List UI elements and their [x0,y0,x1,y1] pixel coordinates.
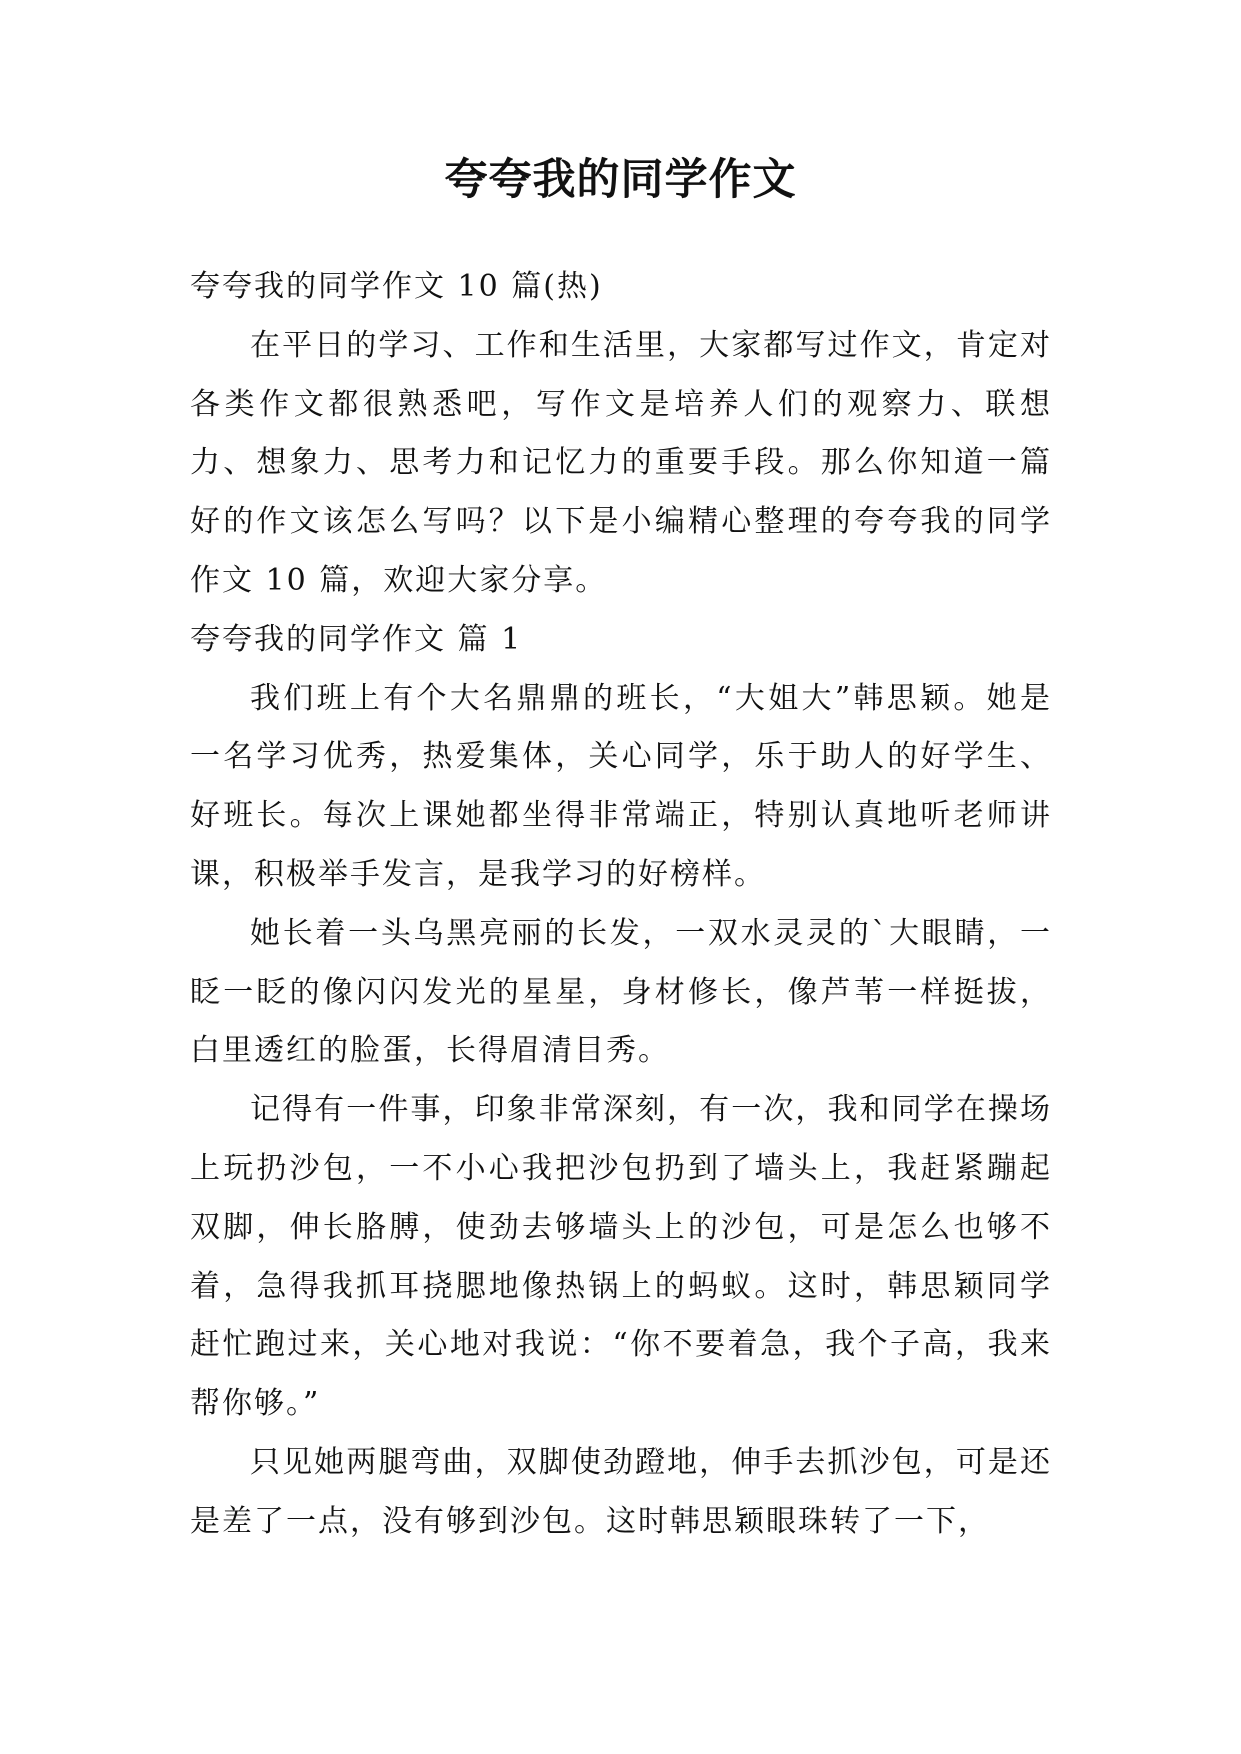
intro-paragraph: 在平日的学习、工作和生活里，大家都写过作文，肯定对各类作文都很熟悉吧，写作文是培养人们的观察力、联想力、想象力、思考力和记忆力的重要手段。那么你知道一篇好的作文该怎么写吗？以下是小编精心整理的夸夸我的同学作文 10 篇，欢迎大家分享。 [190,327,1052,598]
body-paragraph: 我们班上有个大名鼎鼎的班长，“大姐大”韩思颖。她是一名学习优秀，热爱集体，关心同学，乐于助人的好学生、好班长。每次上课她都坐得非常端正，特别认真地听老师讲课，积极举手发言，是我学习的好榜样。 [190,680,1052,892]
body-paragraph: 只见她两腿弯曲，双脚使劲蹬地，伸手去抓沙包，可是还是差了一点，没有够到沙包。这时韩思颖眼珠转了一下， [190,1444,1052,1539]
document-title: 夸夸我的同学作文 [444,155,797,205]
document-body [190,258,1052,1552]
body-paragraph: 她长着一头乌黑亮丽的长发，一双水灵灵的`大眼睛，一眨一眨的像闪闪发光的星星，身材修长，像芦苇一样挺拔，白里透红的脸蛋，长得眉清目秀。 [190,915,1052,1069]
body-paragraph: 记得有一件事，印象非常深刻，有一次，我和同学在操场上玩扔沙包，一不小心我把沙包扔到了墙头上，我赶紧蹦起双脚，伸长胳膊，使劲去够墙头上的沙包，可是怎么也够不着，急得我抓耳挠腮地像热锅上的蚂蚁。这时，韩思颖同学赶忙跑过来，关心地对我说：“你不要着急，我个子高，我来帮你够。” [190,1092,1052,1422]
document-subtitle: 夸夸我的同学作文 10 篇(热) [190,269,603,304]
section-heading: 夸夸我的同学作文 篇 1 [190,621,523,657]
